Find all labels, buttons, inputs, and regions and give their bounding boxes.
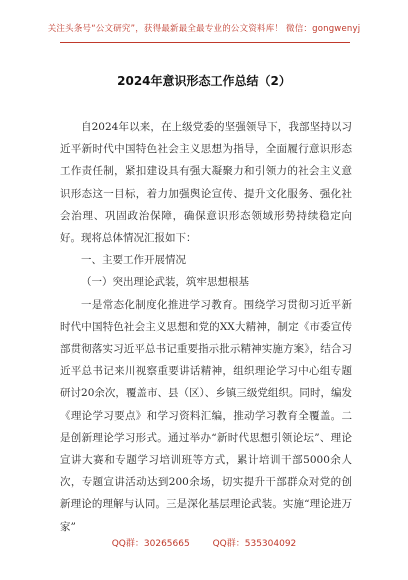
- intro-paragraph: 自2024年以来，在上级党委的坚强领导下，我部坚持以习近平新时代中国特色社会主义思想为指导，全面履行意识形态工作责任制，紧扣建设具有强大凝聚力和引领力的社会主义意识形态这一目标，着力加强舆论宣传、提升文化服务、强化社会治理、巩固政治保障，确保意识形态领域形势持续稳定向好。现将总体情况汇报如下：: [60, 121, 352, 245]
- footer-qq-group-1: QQ群：30265665: [111, 539, 190, 549]
- header-banner: 关注头条号“公文研究”，获得最新最全最专业的公文资料库！ 微信：gongwenyj: [47, 24, 361, 34]
- document-title: 2024年意识形态工作总结（2）: [117, 74, 291, 88]
- subsection-heading: （一）突出理论武装，筑牢思想根基: [81, 276, 249, 289]
- document-body: [60, 116, 352, 538]
- header-divider: [60, 42, 350, 43]
- footer-qq-group-2: QQ群：535304092: [212, 539, 297, 549]
- footer: [0, 536, 408, 549]
- content-paragraph: 一是常态化制度化推进学习教育。围绕学习贯彻习近平新时代中国特色社会主义思想和党的XX大精神，制定《市委宣传部贯彻落实习近平总书记重要指示批示精神实施方案》，结合习近平总书记来川视察重要讲话精神，组织理论学习中心组专题研讨20余次，覆盖市、县（区）、乡镇三级党组织。同时，编发《理论学习要点》和学习资料汇编，推动学习教育全覆盖。二是创新理论学习形式。通过举办“新时代思想引领论坛”、理论宣讲大赛和专题学习培训班等方式，累计培训干部5000余人次，专题宣讲活动达到200余场，切实提升干部群众对党的创新理论的理解与认同。三是深化基层理论武装。实施“理论进万家”: [60, 298, 352, 533]
- section-heading: 一、主要工作开展情况: [81, 254, 186, 267]
